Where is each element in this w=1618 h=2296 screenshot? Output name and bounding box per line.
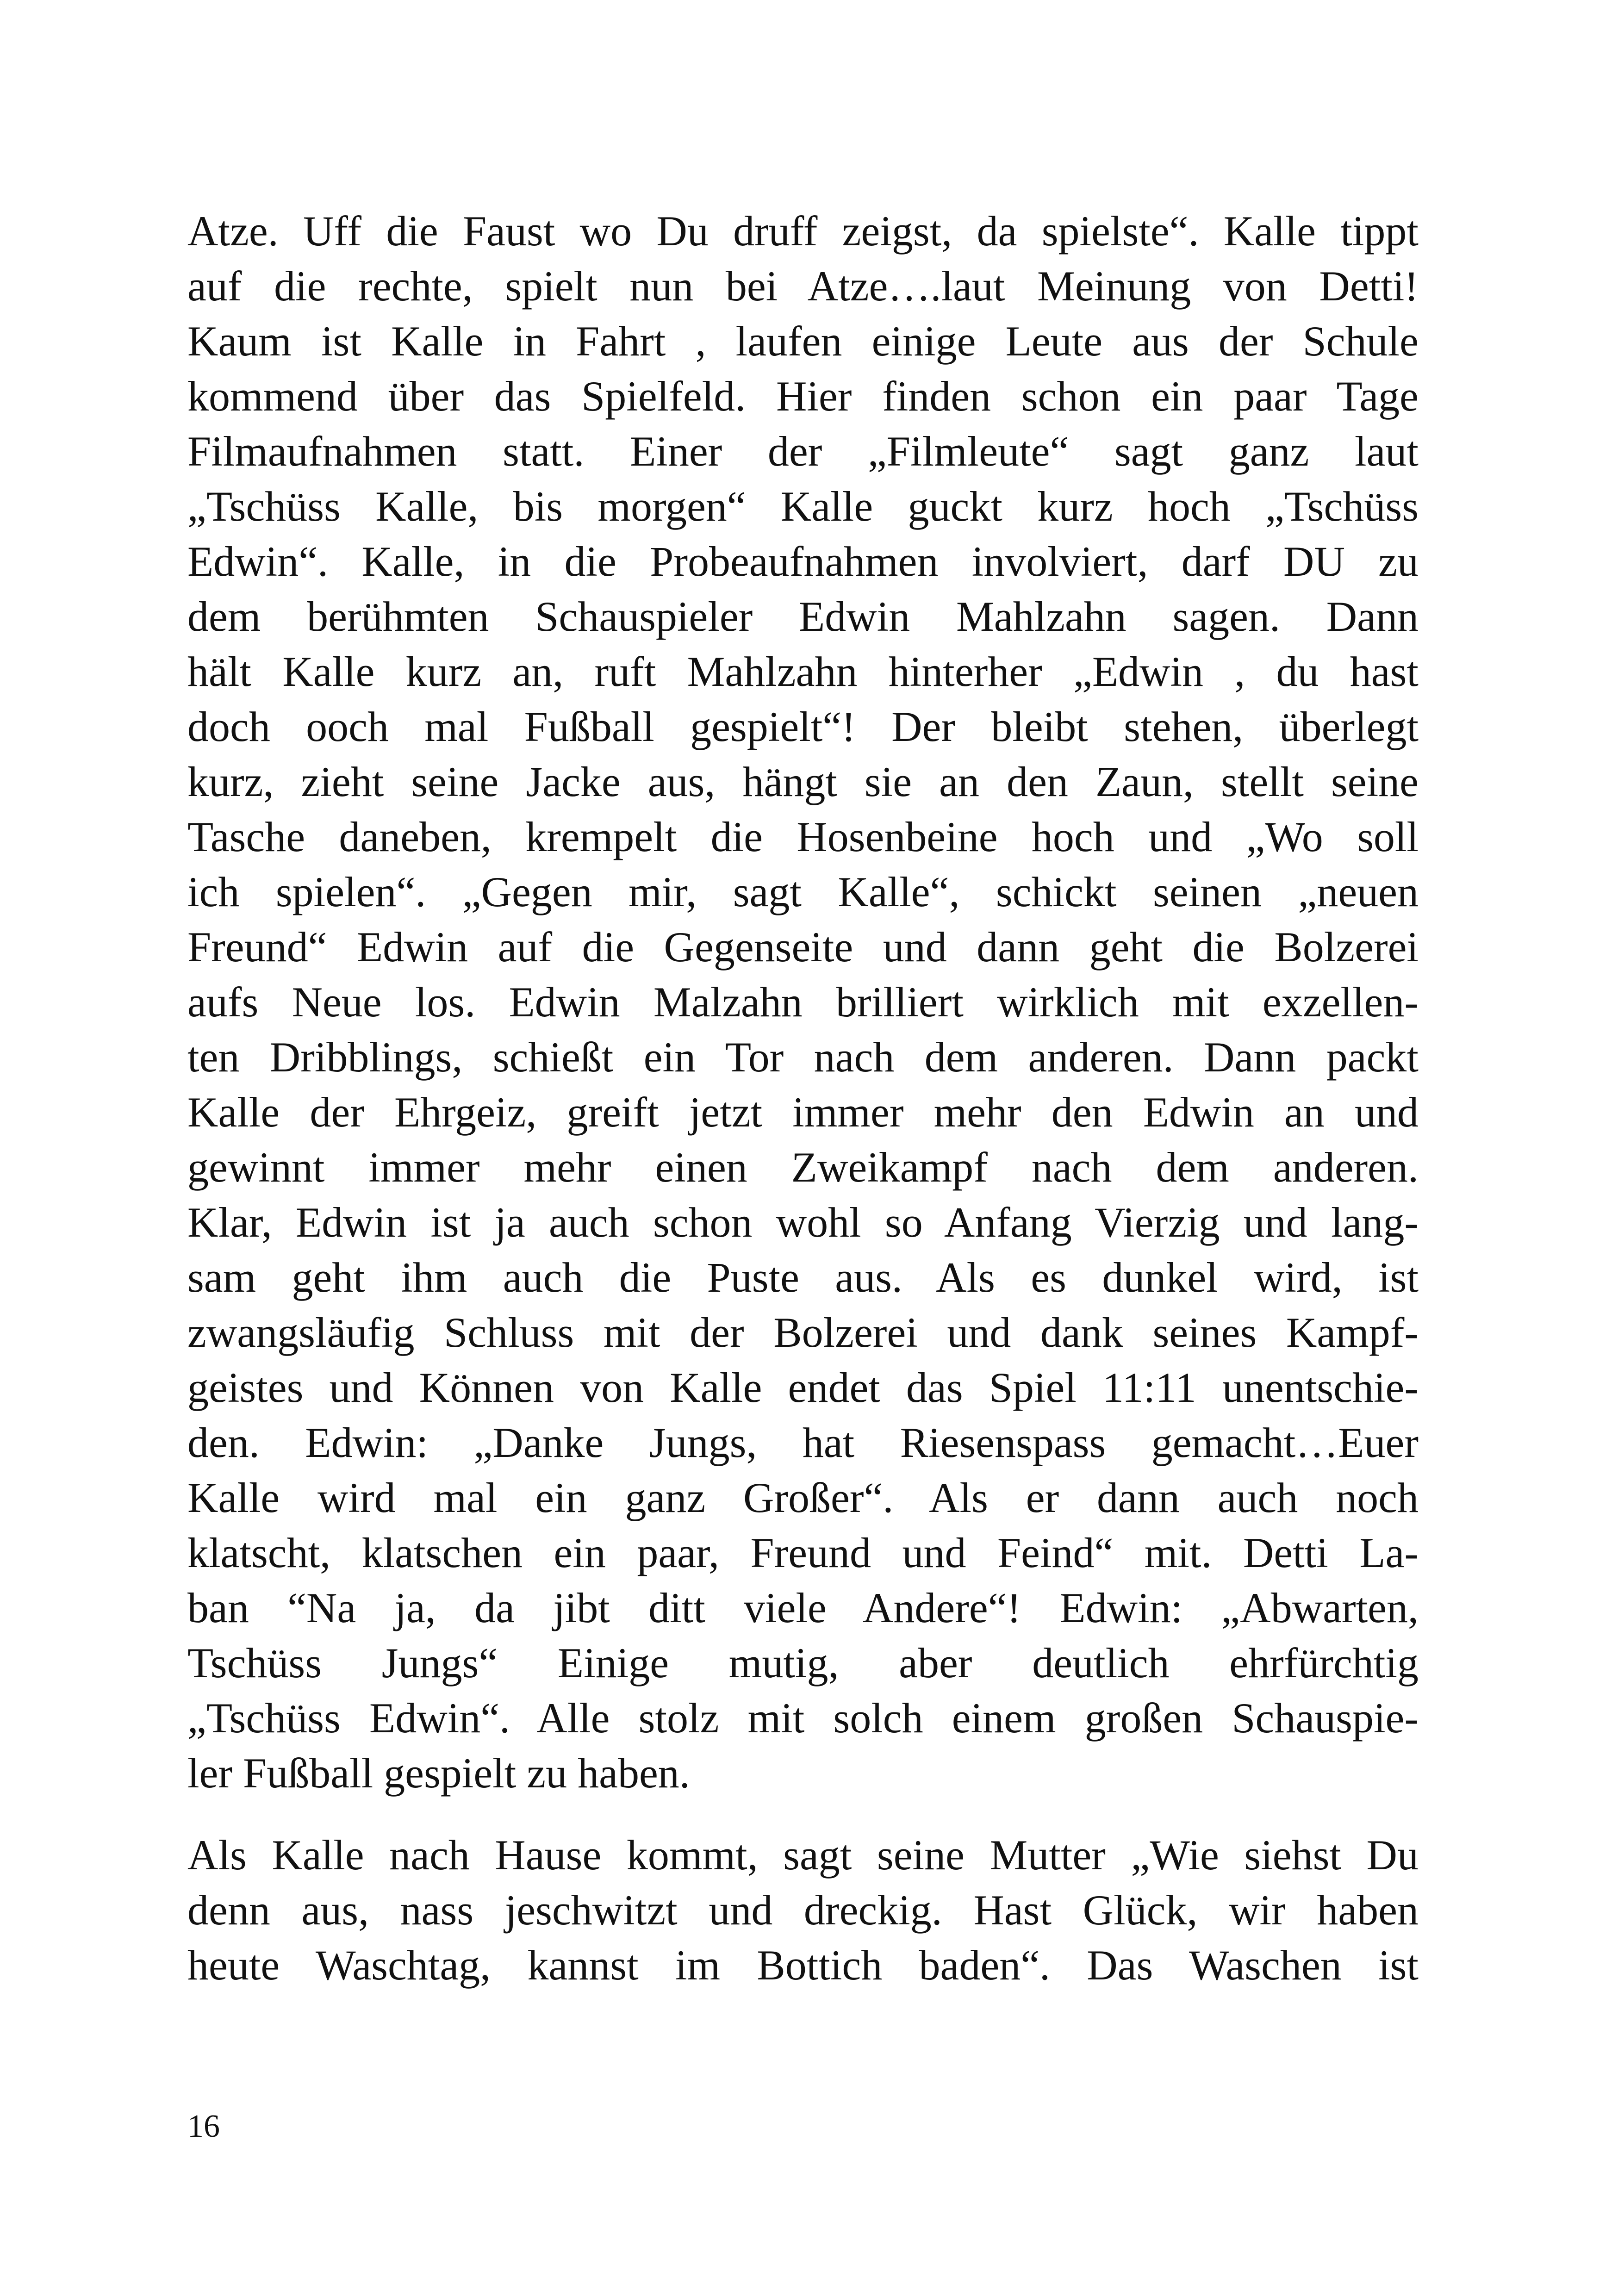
text-line: klatscht, klatschen ein paar, Freund und Feind“ mit. Detti La- bbox=[187, 1529, 1419, 1576]
text-line: auf die rechte, spielt nun bei Atze….laut Meinung von Detti! bbox=[187, 262, 1419, 310]
text-line: geistes und Können von Kalle endet das Spiel 11:11 unentschie- bbox=[187, 1364, 1419, 1411]
text-line: Kaum ist Kalle in Fahrt , laufen einige Leute aus der Schule bbox=[187, 317, 1419, 365]
body-text bbox=[187, 204, 1419, 1993]
text-line: „Tschüss Edwin“. Alle stolz mit solch einem großen Schauspie- bbox=[187, 1694, 1419, 1742]
text-line: Kalle der Ehrgeiz, greift jetzt immer mehr den Edwin an und bbox=[187, 1089, 1419, 1136]
text-line: Edwin“. Kalle, in die Probeaufnahmen involviert, darf DU zu bbox=[187, 538, 1419, 585]
text-line: Als Kalle nach Hause kommt, sagt seine Mutter „Wie siehst Du bbox=[187, 1831, 1419, 1879]
text-line: doch ooch mal Fußball gespielt“! Der bleibt stehen, überlegt bbox=[187, 703, 1419, 750]
text-line: Klar, Edwin ist ja auch schon wohl so Anfang Vierzig und lang- bbox=[187, 1199, 1419, 1246]
paragraph-1 bbox=[187, 204, 1419, 1801]
text-line: heute Waschtag, kannst im Bottich baden“. Das Waschen ist bbox=[187, 1941, 1419, 1989]
paragraph-2 bbox=[187, 1828, 1419, 1993]
text-line: hält Kalle kurz an, ruft Mahlzahn hinterher „Edwin , du hast bbox=[187, 648, 1419, 695]
text-line: Tschüss Jungs“ Einige mutig, aber deutlich ehrfürchtig bbox=[187, 1639, 1419, 1686]
text-line: zwangsläufig Schluss mit der Bolzerei und dank seines Kampf- bbox=[187, 1309, 1419, 1356]
text-line: Tasche daneben, krempelt die Hosenbeine hoch und „Wo soll bbox=[187, 813, 1419, 860]
text-line: Freund“ Edwin auf die Gegenseite und dann geht die Bolzerei bbox=[187, 923, 1419, 971]
text-line: kurz, zieht seine Jacke aus, hängt sie an den Zaun, stellt seine bbox=[187, 758, 1419, 805]
text-line: kommend über das Spielfeld. Hier finden schon ein paar Tage bbox=[187, 373, 1419, 420]
text-line: gewinnt immer mehr einen Zweikampf nach dem anderen. bbox=[187, 1144, 1419, 1191]
text-line: ich spielen“. „Gegen mir, sagt Kalle“, schickt seinen „neuen bbox=[187, 868, 1419, 915]
text-line: ler Fußball gespielt zu haben. bbox=[187, 1749, 690, 1797]
text-line: Kalle wird mal ein ganz Großer“. Als er dann auch noch bbox=[187, 1474, 1419, 1521]
text-line: „Tschüss Kalle, bis morgen“ Kalle guckt kurz hoch „Tschüss bbox=[187, 483, 1419, 530]
page-number: 16 bbox=[187, 2109, 220, 2144]
text-line: aufs Neue los. Edwin Malzahn brilliert wirklich mit exzellen- bbox=[187, 978, 1419, 1026]
text-line: ten Dribblings, schießt ein Tor nach dem anderen. Dann packt bbox=[187, 1033, 1419, 1081]
text-line: Filmaufnahmen statt. Einer der „Filmleute“ sagt ganz laut bbox=[187, 428, 1419, 475]
text-line: den. Edwin: „Danke Jungs, hat Riesenspass gemacht…Euer bbox=[187, 1419, 1419, 1466]
text-line: sam geht ihm auch die Puste aus. Als es dunkel wird, ist bbox=[187, 1254, 1419, 1301]
text-line: ban “Na ja, da jibt ditt viele Andere“! Edwin: „Abwarten, bbox=[187, 1584, 1419, 1631]
text-line: Atze. Uff die Faust wo Du druff zeigst, da spielste“. Kalle tippt bbox=[187, 207, 1419, 255]
paragraph-spacer bbox=[187, 1801, 1419, 1828]
text-line: denn aus, nass jeschwitzt und dreckig. Hast Glück, wir haben bbox=[187, 1886, 1419, 1934]
text-line: dem berühmten Schauspieler Edwin Mahlzahn sagen. Dann bbox=[187, 593, 1419, 640]
